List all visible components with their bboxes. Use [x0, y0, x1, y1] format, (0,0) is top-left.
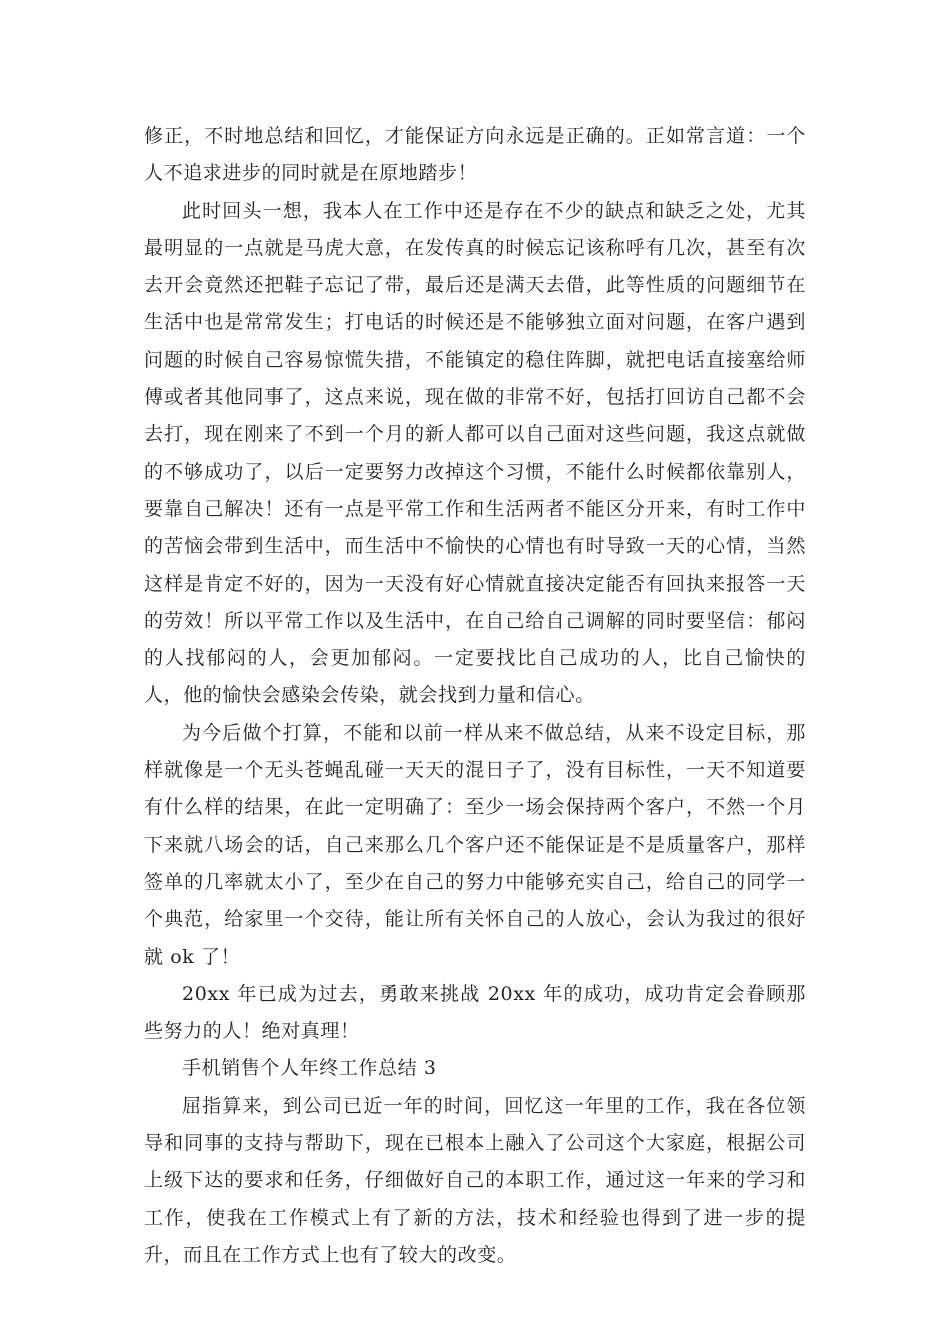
- paragraph-4: 20xx 年已成为过去，勇敢来挑战 20xx 年的成功，成功肯定会眷顾那些努力的人！绝对真理！: [144, 982, 806, 1043]
- paragraph-3: 为今后做个打算，不能和以前一样从来不做总结，从来不设定目标，那样就像是一个无头苍蝇乱碰一天天的混日子了，没有目标性，一天不知道要有什么样的结果，在此一定明确了：至少一场会保持两个客户，不然一个月下来就八场会的话，自己来那么几个客户还不能保证是不是质量客户，那样签单的几率就太小了，至少在自己的努力中能够充实自己，给自己的同学一个典范，给家里一个交待，能让所有关怀自己的人放心，会认为我过的很好就 ok 了！: [144, 721, 806, 968]
- paragraph-5: 屈指算来，到公司已近一年的时间，回忆这一年里的工作，我在各位领导和同事的支持与帮助下，现在已根本上融入了公司这个大家庭，根据公司上级下达的要求和任务，仔细做好自己的本职工作，通过这一年来的学习和工作，使我在工作模式上有了新的方法，技术和经验也得到了进一步的提升，而且在工作方式上也有了较大的改变。: [144, 1094, 806, 1266]
- paragraph-1: 修正，不时地总结和回忆，才能保证方向永远是正确的。正如常言道：一个人不追求进步的同时就是在原地踏步！: [144, 125, 806, 185]
- document-page: [144, 118, 806, 1274]
- section-heading: 手机销售个人年终工作总结 3: [182, 1057, 437, 1080]
- paragraph-2: 此时回头一想，我本人在工作中还是存在不少的缺点和缺乏之处，尤其最明显的一点就是马虎大意，在发传真的时候忘记该称呼有几次，甚至有次去开会竟然还把鞋子忘记了带，最后还是满天去借，此等性质的问题细节在生活中也是常常发生；打电话的时候还是不能够独立面对问题，在客户遇到问题的时候自己容易惊慌失措，不能镇定的稳住阵脚，就把电话直接塞给师傅或者其他同事了，这点来说，现在做的非常不好，包括打回访自己都不会去打，现在刚来了不到一个月的新人都可以自己面对这些问题，我这点就做的不够成功了，以后一定要努力改掉这个习惯，不能什么时候都依靠别人，要靠自己解决！还有一点是平常工作和生活两者不能区分开来，有时工作中的苦恼会带到生活中，而生活中不愉快的心情也有时导致一天的心情，当然这样是肯定不好的，因为一天没有好心情就直接决定能否有回执来报答一天的劳效！所以平常工作以及生活中，在自己给自己调解的同时要坚信：郁闷的人找郁闷的人，会更加郁闷。一定要找比自己成功的人，比自己愉快的人，他的愉快会感染会传染，就会找到力量和信心。: [144, 199, 806, 707]
